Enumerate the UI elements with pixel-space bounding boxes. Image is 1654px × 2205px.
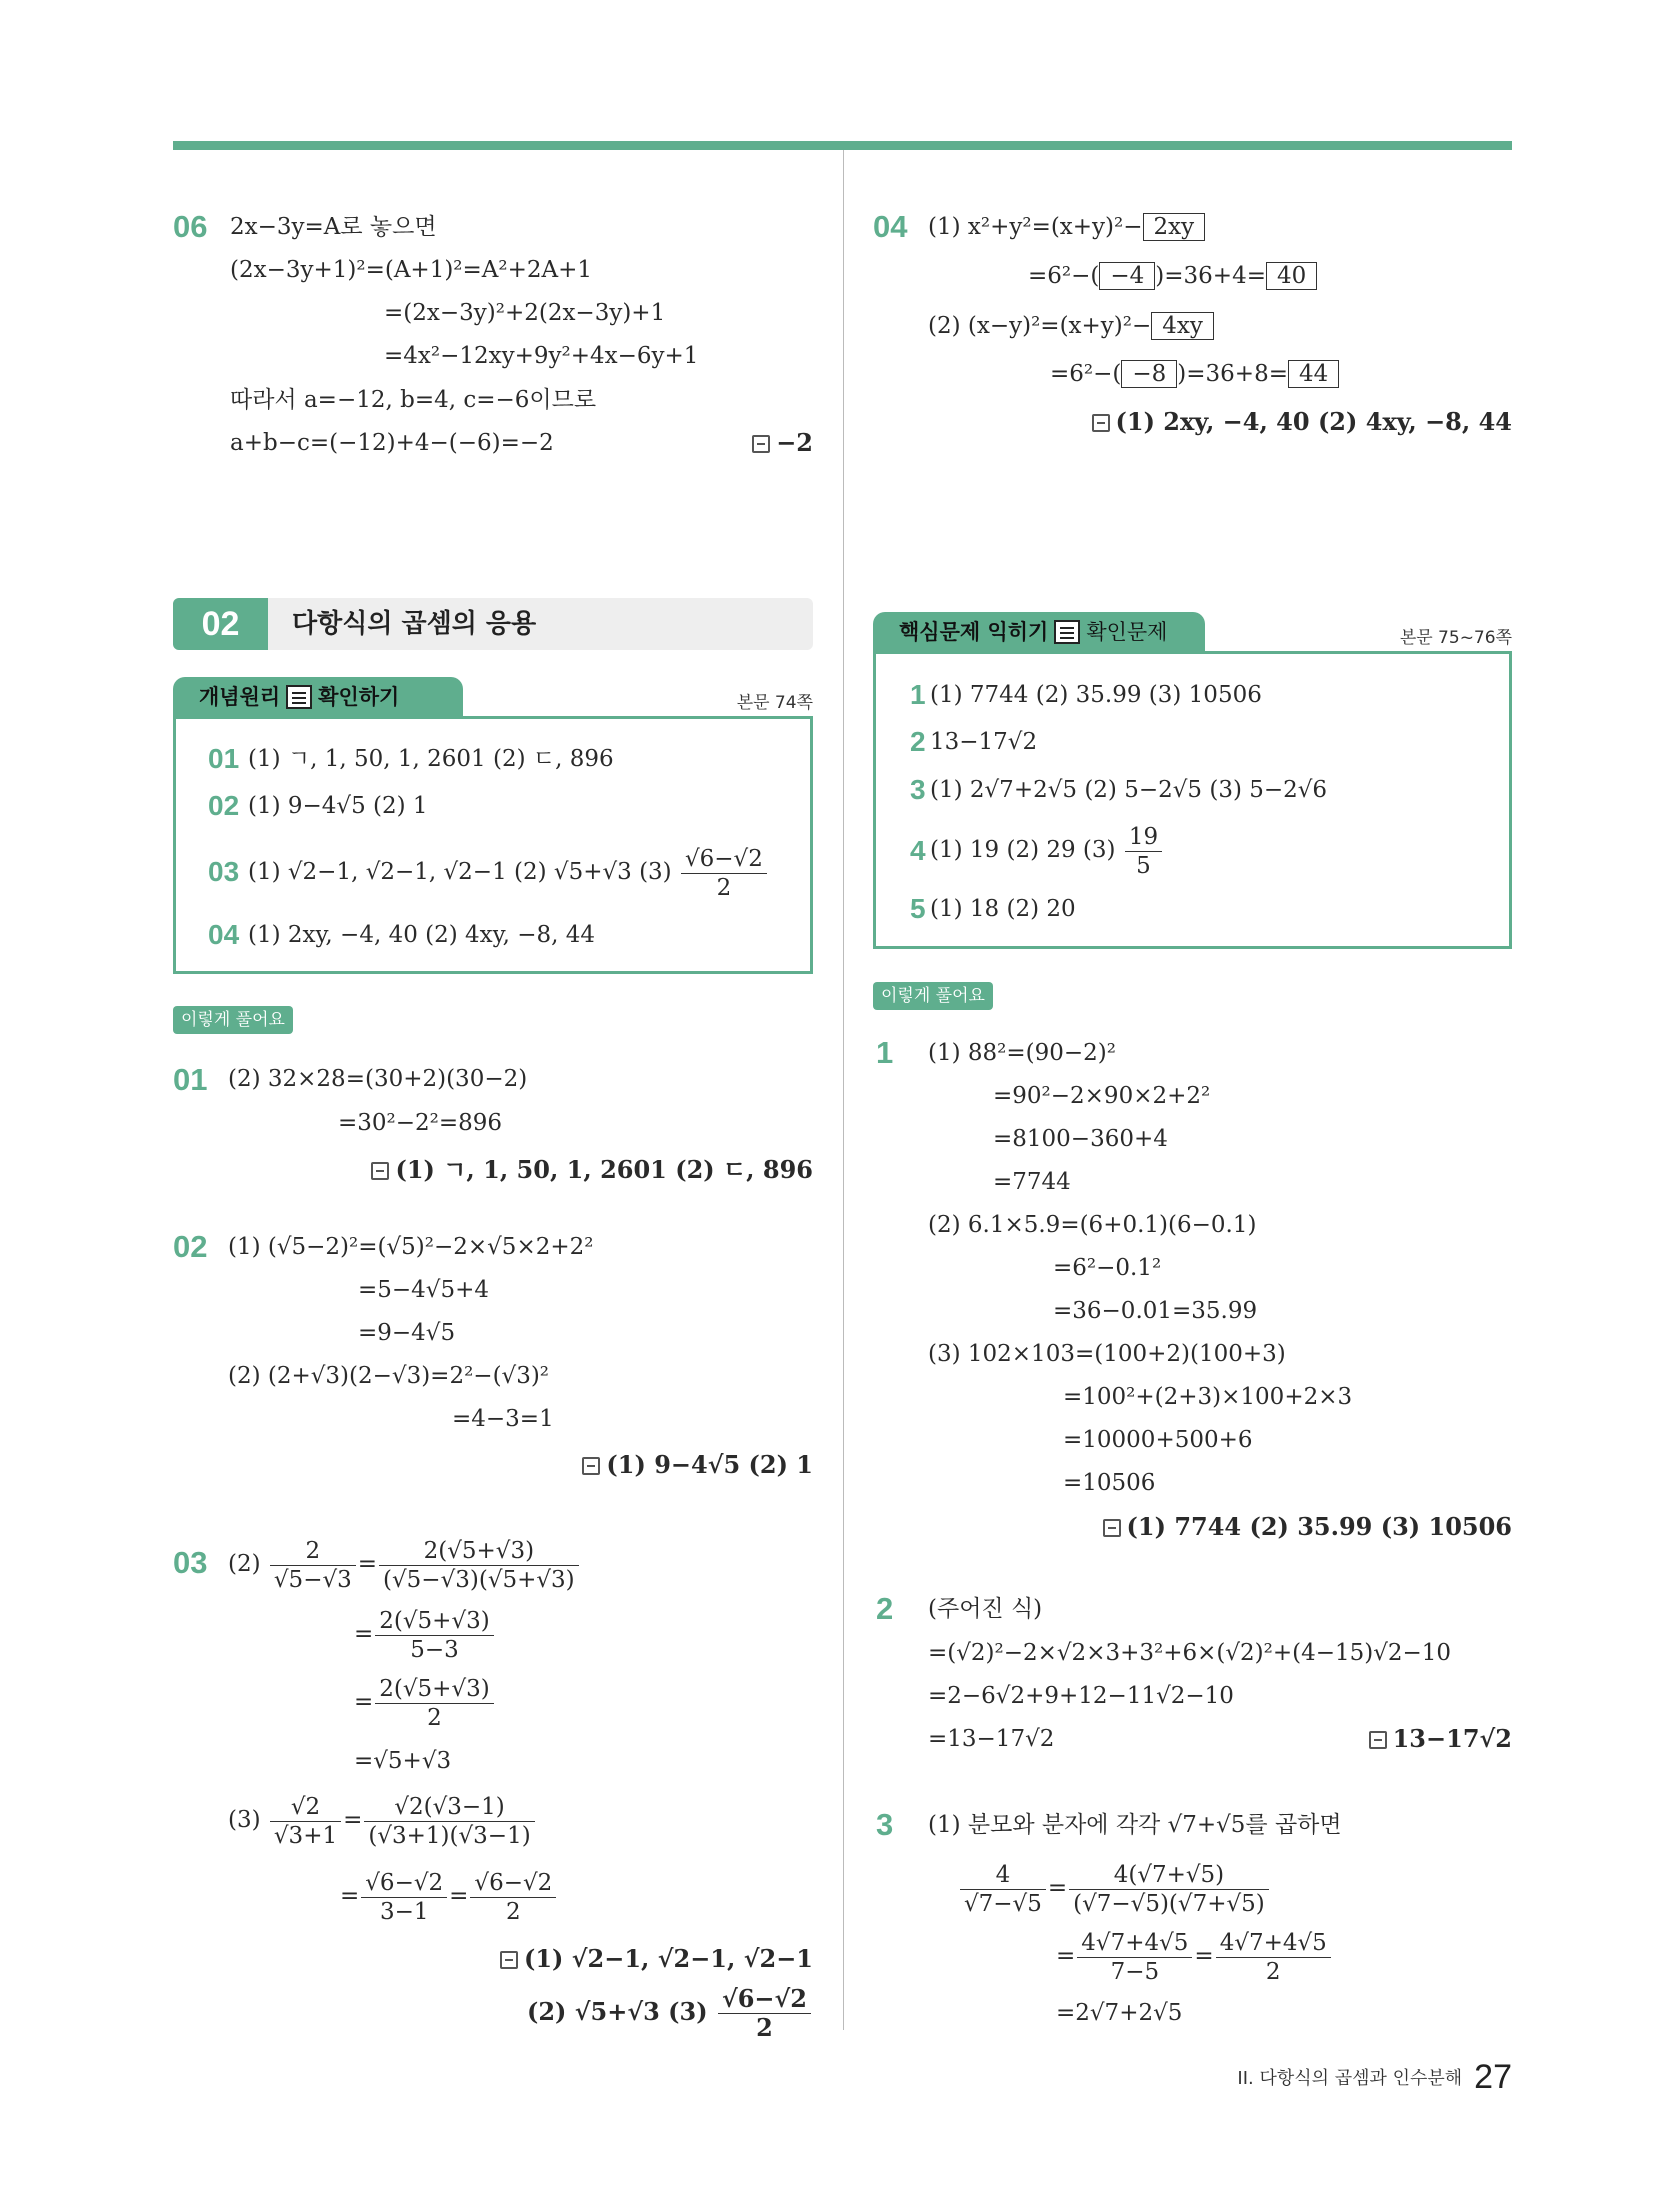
s03-p2-label: (2) xyxy=(228,1551,261,1577)
core-item-2-num: 2 xyxy=(910,726,926,757)
s02-line-2: =5−4√5+4 xyxy=(358,1277,490,1303)
s1-line-11: =10506 xyxy=(1063,1470,1156,1496)
core-ref: 본문 75~76쪽 xyxy=(1399,628,1512,648)
top-rule xyxy=(173,141,1512,150)
concept-item-02: (1) 9−4√5 (2) 1 xyxy=(248,793,428,819)
p04-line-4-text-a: =6²−( xyxy=(1050,361,1122,387)
s1-line-7: =36−0.01=35.99 xyxy=(1053,1298,1258,1324)
fraction-denominator: √3+1 xyxy=(273,1822,338,1849)
p04-blank-5: −8 xyxy=(1121,360,1177,388)
s03-p2-last: =√5+√3 xyxy=(354,1748,452,1774)
p06-answer-text: −2 xyxy=(776,428,813,457)
core-item-4-num: 4 xyxy=(910,835,926,866)
s2-line-1: (주어진 식) xyxy=(928,1596,1043,1622)
core-item-1-num: 1 xyxy=(910,679,926,710)
s02-line-5: =4−3=1 xyxy=(452,1406,554,1432)
fraction-denominator: 2 xyxy=(1265,1958,1281,1985)
core-item-5: (1) 18 (2) 20 xyxy=(930,896,1076,922)
solution-1-number: 1 xyxy=(876,1035,894,1070)
fraction-numerator: √6−√2 xyxy=(361,1869,447,1898)
fraction-denominator: 7−5 xyxy=(1110,1958,1160,1985)
s02-line-3: =9−4√5 xyxy=(358,1320,456,1346)
answer-icon xyxy=(500,1951,518,1969)
concept-ref: 본문 74쪽 xyxy=(736,693,813,713)
p06-answer xyxy=(752,428,813,458)
p06-line-5: 따라서 a=−12, b=4, c=−6이므로 xyxy=(230,387,597,413)
p04-blank-4: 4xy xyxy=(1151,312,1214,340)
s01-answer-text: (1) ㄱ, 1, 50, 1, 2601 (2) ㄷ, 896 xyxy=(395,1155,813,1184)
s2-answer-text: 13−17√2 xyxy=(1392,1724,1512,1753)
fraction-denominator: (√3+1)(√3−1) xyxy=(368,1822,531,1849)
concept-item-01: (1) ㄱ, 1, 50, 1, 2601 (2) ㄷ, 896 xyxy=(248,746,614,772)
fraction-numerator: √6−√2 xyxy=(470,1869,556,1898)
concept-item-03 xyxy=(248,842,769,902)
core-item-5-num: 5 xyxy=(910,893,926,924)
s3-frac-1 xyxy=(960,1861,1046,1918)
answer-icon xyxy=(1092,414,1110,432)
p06-line-2: (2x−3y+1)²=(A+1)²=A²+2A+1 xyxy=(230,257,593,283)
s01-line-1: (2) 32×28=(30+2)(30−2) xyxy=(228,1066,528,1092)
p04-line-3 xyxy=(928,311,1214,341)
core-item-2: 13−17√2 xyxy=(930,729,1038,755)
s1-line-9: =100²+(2+3)×100+2×3 xyxy=(1063,1384,1353,1410)
footer-chapter: II. 다항식의 곱셈과 인수분해 xyxy=(1237,2068,1463,2089)
fraction-denominator: (√5−√3)(√5+√3) xyxy=(383,1566,575,1593)
fraction-denominator: √7−√5 xyxy=(964,1890,1042,1917)
solve-label-left: 이렇게 풀어요 xyxy=(173,1006,293,1034)
column-divider xyxy=(843,150,844,2030)
concept-tab-label: 개념원리 xyxy=(199,685,281,709)
answer-icon xyxy=(371,1162,389,1180)
s3-last: =2√7+2√5 xyxy=(1056,2000,1183,2026)
core-tab xyxy=(873,612,1205,652)
answer-icon xyxy=(1103,1519,1121,1537)
p04-blank-1: 2xy xyxy=(1143,213,1206,241)
concept-item-04: (1) 2xy, −4, 40 (2) 4xy, −8, 44 xyxy=(248,922,596,948)
p04-line-4 xyxy=(1050,359,1339,389)
concept-tab xyxy=(173,677,463,717)
s2-line-4: =13−17√2 xyxy=(928,1726,1055,1752)
fraction-numerator: √6−√2 xyxy=(681,845,767,874)
s1-line-5: (2) 6.1×5.9=(6+0.1)(6−0.1) xyxy=(928,1212,1257,1238)
p04-line-2-text-b: )=36+4= xyxy=(1155,263,1266,289)
fraction-numerator: 2(√5+√3) xyxy=(375,1675,493,1704)
s01-line-2: =30²−2²=896 xyxy=(338,1110,503,1136)
s1-line-3: =8100−360+4 xyxy=(993,1126,1168,1152)
s03-p3-label: (3) xyxy=(228,1807,261,1833)
solve-label-right: 이렇게 풀어요 xyxy=(873,982,993,1010)
p06-line-6: a+b−c=(−12)+4−(−6)=−2 xyxy=(230,430,554,456)
p04-blank-6: 44 xyxy=(1288,360,1339,388)
fraction-numerator: 4√7+4√5 xyxy=(1077,1929,1192,1958)
core-tab-sub: 확인문제 xyxy=(1086,620,1168,644)
p04-blank-3: 40 xyxy=(1266,262,1317,290)
notebook-icon xyxy=(286,685,312,709)
s03-answer-2-text: (2) √5+√3 (3) xyxy=(526,1997,708,2026)
s02-answer xyxy=(582,1450,813,1480)
p04-answer-text: (1) 2xy, −4, 40 (2) 4xy, −8, 44 xyxy=(1115,407,1512,436)
p06-line-3: =(2x−3y)²+2(2x−3y)+1 xyxy=(384,300,666,326)
s1-line-1: (1) 88²=(90−2)² xyxy=(928,1040,1116,1066)
s03-p3-frac-4 xyxy=(470,1869,556,1926)
s03-p3-frac-3 xyxy=(361,1869,447,1926)
fraction-numerator: 2(√5+√3) xyxy=(375,1607,493,1636)
answer-icon xyxy=(1369,1731,1387,1749)
concept-item-03-fraction xyxy=(681,845,767,902)
core-item-1: (1) 7744 (2) 35.99 (3) 10506 xyxy=(930,682,1262,708)
s2-line-2: =(√2)²−2×√2×3+3²+6×(√2)²+(4−15)√2−10 xyxy=(928,1640,1452,1666)
p04-blank-2: −4 xyxy=(1099,262,1155,290)
concept-item-03-num: 03 xyxy=(208,856,240,887)
fraction-numerator: √6−√2 xyxy=(718,1985,811,2014)
s3-row-3: = $\frac{4√7+4√5}{7-5}$ = $\frac{4√7+4√5}{2}$ xyxy=(1056,1926,1333,1986)
s3-frac-4 xyxy=(1216,1929,1331,1986)
section-number: 02 xyxy=(173,598,268,650)
p04-line-1 xyxy=(928,212,1205,242)
core-item-3: (1) 2√7+2√5 (2) 5−2√5 (3) 5−2√6 xyxy=(930,777,1328,803)
solution-03-number: 03 xyxy=(173,1545,208,1580)
page-number: 27 xyxy=(1474,2058,1512,2096)
fraction-numerator: 2(√5+√3) xyxy=(379,1537,579,1566)
s2-answer xyxy=(1369,1724,1512,1754)
fraction-numerator: √2 xyxy=(270,1793,341,1822)
fraction-denominator: 5−3 xyxy=(410,1636,459,1663)
fraction-denominator: (√7−√5)(√7+√5) xyxy=(1073,1890,1265,1917)
s03-p2-frac-1 xyxy=(270,1537,356,1594)
s3-frac-3 xyxy=(1077,1929,1192,1986)
s1-line-6: =6²−0.1² xyxy=(1053,1255,1162,1281)
s1-answer-text: (1) 7744 (2) 35.99 (3) 10506 xyxy=(1126,1512,1512,1541)
s01-answer xyxy=(371,1155,813,1185)
concept-item-01-num: 01 xyxy=(208,743,240,774)
fraction-denominator: 5 xyxy=(1136,852,1151,879)
s03-p2-row-3: = $\frac{2(√5+√3)}{2}$ xyxy=(354,1672,496,1732)
s02-answer-text: (1) 9−4√5 (2) 1 xyxy=(606,1450,813,1479)
concept-item-04-num: 04 xyxy=(208,919,240,950)
s03-p2-frac-2 xyxy=(379,1537,579,1594)
s03-answer-2-fraction xyxy=(718,1985,811,2042)
fraction-denominator: 2 xyxy=(506,1898,521,1925)
core-item-3-num: 3 xyxy=(910,774,926,805)
s03-answer-2 xyxy=(527,1982,813,2042)
fraction-denominator: √5−√3 xyxy=(273,1566,352,1593)
concept-item-03-text: (1) √2−1, √2−1, √2−1 (2) √5+√3 (3) xyxy=(248,859,672,885)
section-title: 다항식의 곱셈의 응용 xyxy=(292,609,537,639)
s03-p2-frac-3 xyxy=(375,1607,493,1664)
s3-frac-2 xyxy=(1069,1861,1269,1918)
solution-02-number: 02 xyxy=(173,1229,208,1264)
core-item-4-fraction xyxy=(1125,823,1162,880)
p04-line-2-text-a: =6²−( xyxy=(1028,263,1100,289)
s1-line-2: =90²−2×90×2+2² xyxy=(993,1083,1211,1109)
fraction-denominator: 2 xyxy=(716,874,732,901)
fraction-numerator: 4(√7+√5) xyxy=(1069,1861,1269,1890)
fraction-denominator: 2 xyxy=(756,2013,773,2042)
s03-p3-row-2: = $\frac{√6-√2}{3-1}$ = $\frac{√6-√2}{2}$ xyxy=(340,1866,558,1926)
problem-06-number: 06 xyxy=(173,209,208,244)
p04-line-4-text-b: )=36+8= xyxy=(1177,361,1288,387)
page-footer xyxy=(1237,2058,1512,2097)
s03-answer-1 xyxy=(500,1944,813,1974)
concept-item-02-num: 02 xyxy=(208,790,240,821)
p04-line-1-text: (1) x²+y²=(x+y)²− xyxy=(928,214,1143,240)
s02-line-4: (2) (2+√3)(2−√3)=2²−(√3)² xyxy=(228,1363,550,1389)
s03-p2-row-1: (2) $\frac{2}{√5-√3}$ = $\frac{2(√5+√3)}{(√5-√3)(√5+√3)}$ xyxy=(228,1534,581,1594)
s03-p3-frac-2 xyxy=(364,1793,534,1850)
p04-answer xyxy=(1092,407,1512,437)
fraction-numerator: 4 xyxy=(960,1861,1046,1890)
answer-icon xyxy=(752,435,770,453)
s03-answer-1-text: (1) √2−1, √2−1, √2−1 xyxy=(523,1944,813,1973)
s1-line-10: =10000+500+6 xyxy=(1063,1427,1253,1453)
fraction-numerator: 19 xyxy=(1125,823,1162,852)
s03-p2-row-2: = $\frac{2(√5+√3)}{5-3}$ xyxy=(354,1604,496,1664)
p04-line-2 xyxy=(1028,261,1317,291)
fraction-denominator: 3−1 xyxy=(379,1898,429,1925)
s02-line-1: (1) (√5−2)²=(√5)²−2×√5×2+2² xyxy=(228,1234,594,1260)
fraction-numerator: 4√7+4√5 xyxy=(1216,1929,1331,1958)
key-icon xyxy=(1054,620,1080,644)
fraction-denominator: 2 xyxy=(427,1704,442,1731)
s3-row-2: $\frac{4}{√7-√5}$ = $\frac{4(√7+√5)}{(√7-√5)(√7+√5)}$ xyxy=(958,1858,1271,1918)
solution-01-number: 01 xyxy=(173,1062,208,1097)
concept-tab-sub: 확인하기 xyxy=(318,685,400,709)
s03-p3-frac-1 xyxy=(270,1793,341,1850)
s1-line-4: =7744 xyxy=(993,1169,1071,1195)
core-item-4-text: (1) 19 (2) 29 (3) xyxy=(930,837,1116,863)
fraction-numerator: 2 xyxy=(270,1537,356,1566)
solution-3-number: 3 xyxy=(876,1807,894,1842)
s1-answer xyxy=(1103,1512,1512,1542)
solution-2-number: 2 xyxy=(876,1591,894,1626)
s03-p3-row-1: (3) $\frac{√2}{√3+1}$ = $\frac{√2(√3-1)}{(√3+1)(√3-1)}$ xyxy=(228,1790,537,1850)
p06-line-1: 2x−3y=A로 놓으면 xyxy=(230,214,437,240)
p04-line-3-text: (2) (x−y)²=(x+y)²− xyxy=(928,313,1152,339)
s1-line-8: (3) 102×103=(100+2)(100+3) xyxy=(928,1341,1286,1367)
s2-line-3: =2−6√2+9+12−11√2−10 xyxy=(928,1683,1234,1709)
p06-line-4: =4x²−12xy+9y²+4x−6y+1 xyxy=(384,343,699,369)
core-item-4 xyxy=(930,820,1164,880)
s03-p2-frac-4 xyxy=(375,1675,493,1732)
s3-line-1: (1) 분모와 분자에 각각 √7+√5를 곱하면 xyxy=(928,1812,1342,1838)
problem-04-number: 04 xyxy=(873,209,908,244)
core-tab-label: 핵심문제 익히기 xyxy=(899,620,1049,644)
answer-icon xyxy=(582,1457,600,1475)
fraction-numerator: √2(√3−1) xyxy=(364,1793,534,1822)
